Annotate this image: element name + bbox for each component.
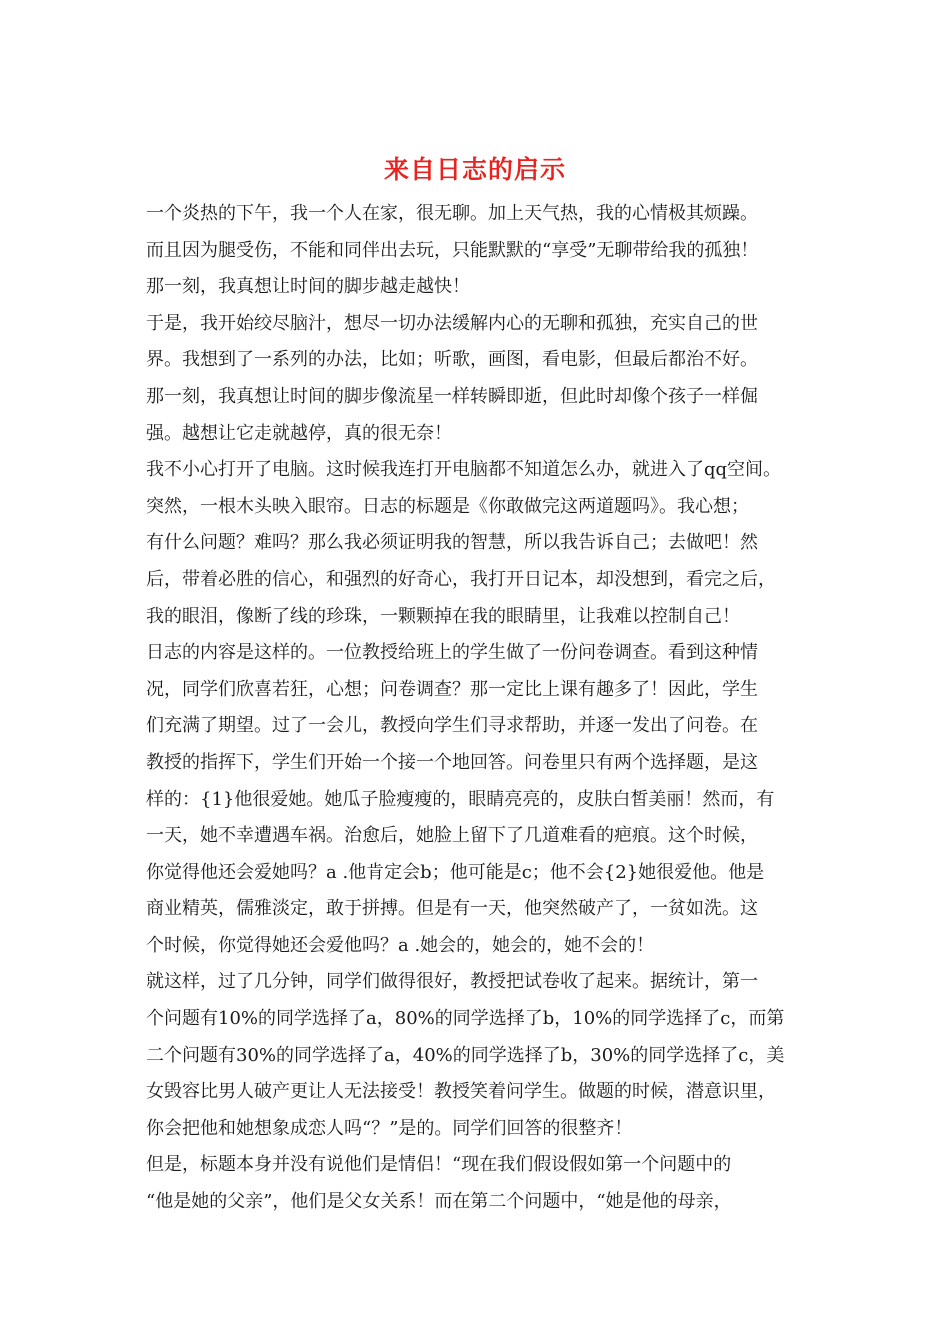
text-line: 你觉得他还会爱她吗？a .他肯定会b；他可能是c；他不会{2}她很爱他。他是 xyxy=(146,861,765,883)
text-line: 而且因为腿受伤，不能和同伴出去玩，只能默默的“享受”无聊带给我的孤独！ xyxy=(146,239,759,261)
text-line: 商业精英，儒雅淡定，敢于拼搏。但是有一天，他突然破产了，一贫如洗。这 xyxy=(146,898,758,920)
text-line: 女毁容比男人破产更让人无法接受！教授笑着问学生。做题的时候，潜意识里， xyxy=(146,1081,776,1103)
text-line: 后，带着必胜的信心，和强烈的好奇心，我打开日记本，却没想到，看完之后， xyxy=(146,568,776,590)
text-line: 样的：{1}他很爱她。她瓜子脸瘦瘦的，眼睛亮亮的，皮肤白皙美丽！然而，有 xyxy=(146,788,775,810)
text-line: 于是，我开始绞尽脑汁，想尽一切办法缓解内心的无聊和孤独，充实自己的世 xyxy=(146,312,758,334)
document-body xyxy=(146,196,826,1221)
text-line: 界。我想到了一系列的办法，比如；听歌，画图，看电影，但最后都治不好。 xyxy=(146,349,758,371)
text-line: 突然，一根木头映入眼帘。日志的标题是《你敢做完这两道题吗》。我心想； xyxy=(146,495,749,517)
text-line: 况，同学们欣喜若狂，心想；问卷调查？那一定比上课有趣多了！因此，学生 xyxy=(146,678,758,700)
text-line: “他是她的父亲”，他们是父女关系！而在第二个问题中，“她是他的母亲， xyxy=(146,1191,732,1213)
text-line: 就这样，过了几分钟，同学们做得很好，教授把试卷收了起来。据统计，第一 xyxy=(146,971,758,993)
text-line: 有什么问题？难吗？那么我必须证明我的智慧，所以我告诉自己；去做吧！然 xyxy=(146,532,758,554)
text-line: 我不小心打开了电脑。这时候我连打开电脑都不知道怎么办，就进入了qq空间。 xyxy=(146,459,782,481)
text-line: 你会把他和她想象成恋人吗“？”是的。同学们回答的很整齐！ xyxy=(146,1117,633,1139)
text-line: 教授的指挥下，学生们开始一个接一个地回答。问卷里只有两个选择题，是这 xyxy=(146,751,758,773)
text-line: 个时候，你觉得她还会爱他吗？a .她会的，她会的，她不会的！ xyxy=(146,934,655,956)
text-line: 个问题有10%的同学选择了a，80%的同学选择了b，10%的同学选择了c，而第 xyxy=(146,1008,785,1030)
text-line: 我的眼泪，像断了线的珍珠，一颗颗掉在我的眼睛里，让我难以控制自己！ xyxy=(146,605,740,627)
text-line: 但是，标题本身并没有说他们是情侣！“现在我们假设假如第一个问题中的 xyxy=(146,1154,732,1176)
text-line: 日志的内容是这样的。一位教授给班上的学生做了一份问卷调查。看到这种情 xyxy=(146,642,758,664)
text-line: 二个问题有30%的同学选择了a，40%的同学选择了b，30%的同学选择了c，美 xyxy=(146,1044,785,1066)
text-line: 那一刻，我真想让时间的脚步像流星一样转瞬即逝，但此时却像个孩子一样倔 xyxy=(146,385,758,407)
text-line: 强。越想让它走就越停，真的很无奈！ xyxy=(146,422,452,444)
text-line: 们充满了期望。过了一会儿，教授向学生们寻求帮助，并逐一发出了问卷。在 xyxy=(146,715,758,737)
text-line: 一天，她不幸遭遇车祸。治愈后，她脸上留下了几道难看的疤痕。这个时候， xyxy=(146,825,758,847)
document-title: 来自日志的启示 xyxy=(383,155,566,184)
text-line: 那一刻，我真想让时间的脚步越走越快！ xyxy=(146,276,470,298)
text-line: 一个炎热的下午，我一个人在家，很无聊。加上天气热，我的心情极其烦躁。 xyxy=(146,203,758,224)
